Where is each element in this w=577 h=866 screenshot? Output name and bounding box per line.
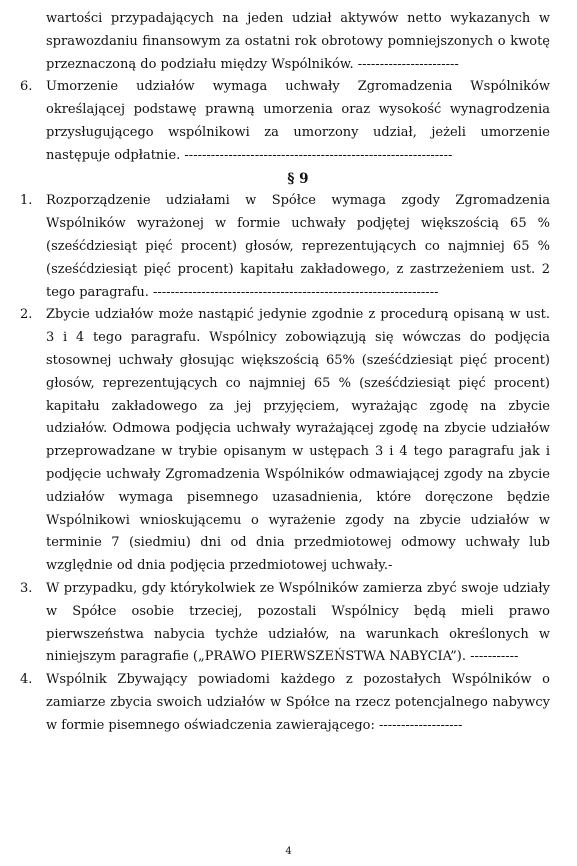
paragraph-number: 3. xyxy=(20,580,33,596)
document-body xyxy=(20,8,550,738)
paragraph-item-4 xyxy=(20,669,550,737)
section-heading: § 9 xyxy=(287,170,309,187)
paragraph-text: Rozporządzenie udziałami w Spółce wymaga zgody Zgromadzenia Wspólników wyrażonej w formie uchwały podjętej większością 65 % (sześćdziesiąt pięć procent) głosów, reprezentujących co najmniej 65 % (sześćdziesiąt pięć procent) kapitału zakładowego, z zastrzeżeniem ust. 2 tego paragrafu. ----------------------------------------------------------------- xyxy=(46,193,550,300)
paragraph-item-2 xyxy=(20,304,550,578)
paragraph-text: Zbycie udziałów może nastąpić jedynie zgodnie z procedurą opisaną w ust. 3 i 4 tego paragrafu. Wspólnicy zobowiązują się wówczas do podjęcia stosownej uchwały głosując większością 65% (sześćdziesiąt pięć procent) głosów, reprezentujących co najmniej 65 % (sześćdziesiąt pięć procent) kapitału zakładowego za jej przyjęciem, wyrażając zgodę na zbycie udziałów. Odmowa podjęcia uchwały wyrażającej zgodę na zbycie udziałów przeprowadzane w trybie opisanym w ustępach 3 i 4 tego paragrafu jak i podjęcie uchwały Zgromadzenia Wspólników odmawiającej zgody na zbycie udziałów wymaga pisemnego uzasadnienia, które doręczone będzie Wspólnikowi wnioskującemu o wyrażenie zgody na zbycie udziałów w terminie 7 (siedmiu) dni od dnia przedmiotowej odmowy uchwały lub względnie od dnia podjęcia przedmiotowej uchwały.- xyxy=(46,307,550,574)
paragraph-text: Wspólnik Zbywający powiadomi każdego z pozostałych Wspólników o zamiarze zbycia swoich udziałów w Spółce na rzecz potencjalnego nabywcy w formie pisemnego oświadczenia zawierającego: ------------------- xyxy=(46,672,550,733)
paragraph-text: W przypadku, gdy którykolwiek ze Wspólników zamierza zbyć swoje udziały w Spółce osobie trzeciej, pozostali Wspólnicy będą mieli prawo pierwszeństwa nabycia tychże udziałów, na warunkach określonych w niniejszym paragrafie („PRAWO PIERWSZEŃSTWA NABYCIA”). ----------- xyxy=(46,580,550,665)
paragraph-number: 2. xyxy=(20,307,33,323)
paragraph-item-1 xyxy=(20,190,550,304)
continued-paragraph-text: wartości przypadających na jeden udział aktywów netto wykazanych w sprawozdaniu finansowym za ostatni rok obrotowy pomniejszonych o kwotę przeznaczoną do podziału między Wspólników. ----------------------- xyxy=(46,11,550,72)
paragraph-number: 1. xyxy=(20,193,33,209)
paragraph-item-6 xyxy=(20,76,550,167)
paragraph-number: 6. xyxy=(20,79,33,95)
continued-paragraph xyxy=(20,8,550,76)
page-number: 4 xyxy=(285,846,292,857)
paragraph-text: Umorzenie udziałów wymaga uchwały Zgromadzenia Wspólników określającej podstawę prawną umorzenia oraz wysokość wynagrodzenia przysługującego wspólnikowi za umorzony udział, jeżeli umorzenie następuje odpłatnie. ------------------------------------------------------------- xyxy=(46,79,550,163)
paragraph-number: 4. xyxy=(20,672,33,688)
paragraph-item-3 xyxy=(20,578,550,669)
